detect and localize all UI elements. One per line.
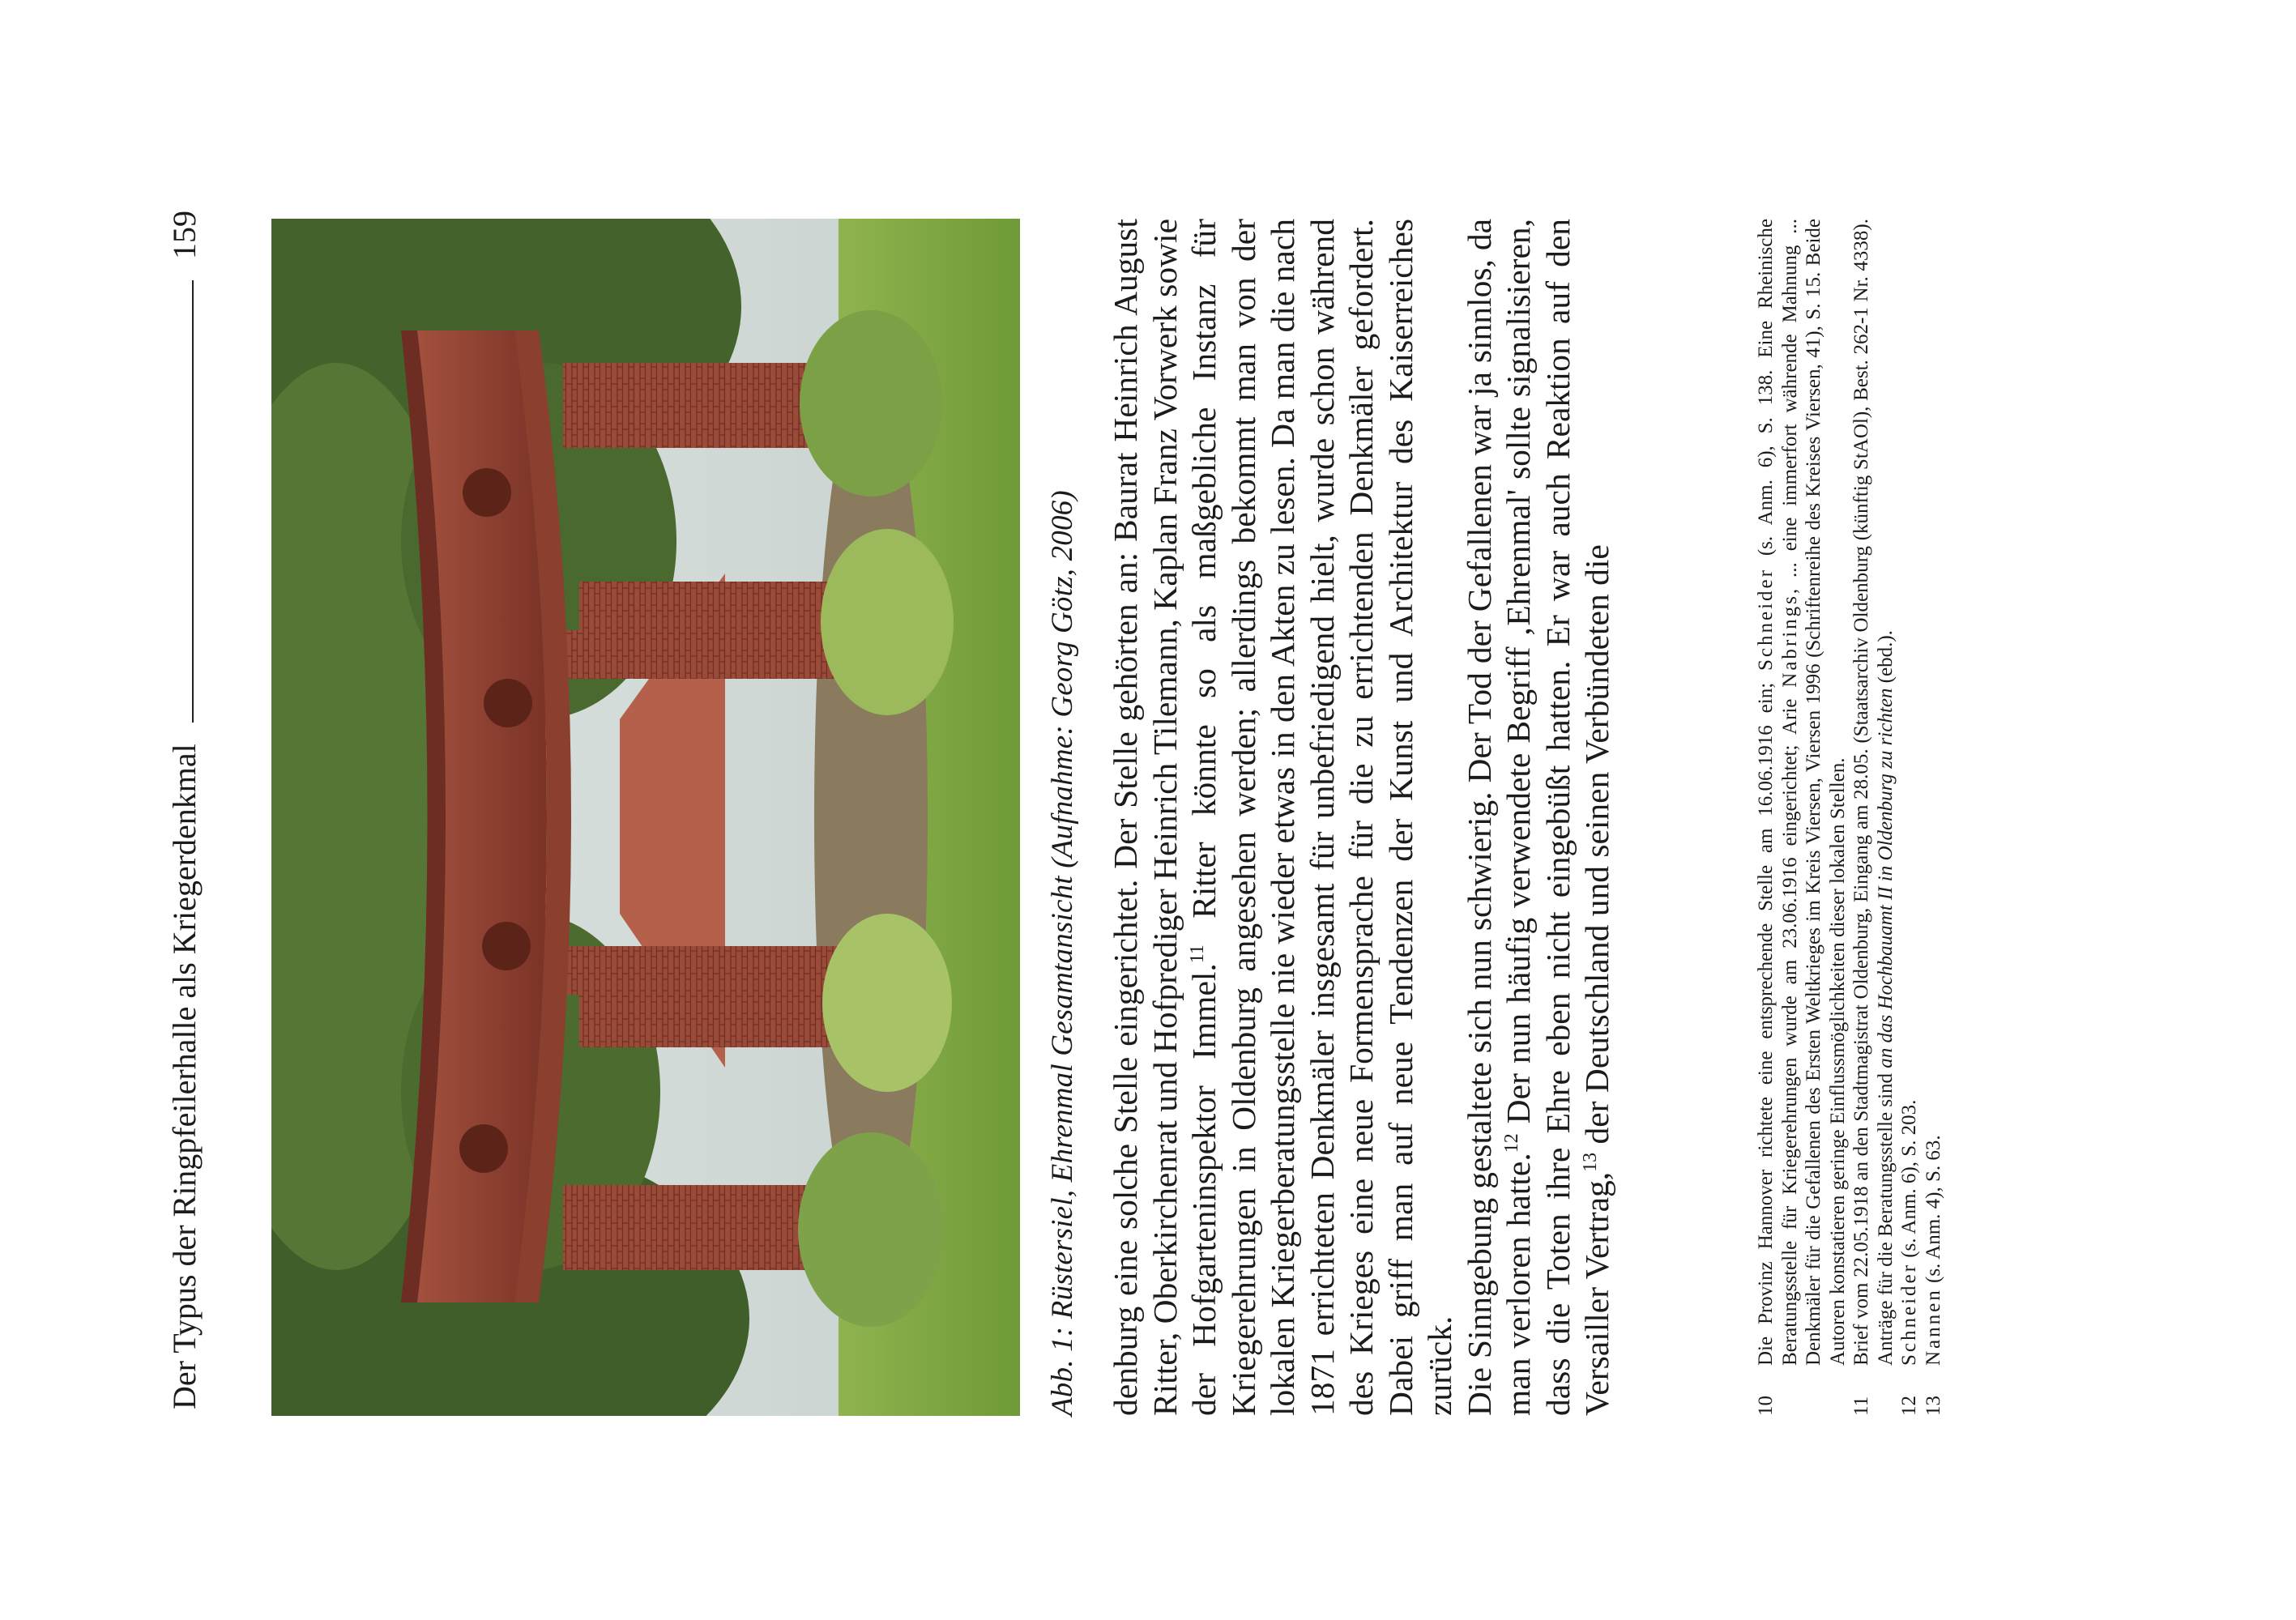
header-rule xyxy=(192,280,194,723)
footnotes xyxy=(1754,219,1945,1416)
paragraph-2-text-a: Die Sinngebung gestaltete sich nun schwierig. Der Tod der Gefallenen war ja sinnlos, da man verloren hatte. xyxy=(1460,219,1537,1416)
footnote-13-rest: (s. Anm. 4), S. 63. xyxy=(1922,1135,1944,1289)
footnote-ref-13: 13 xyxy=(1580,1152,1602,1172)
memorial-photo xyxy=(271,219,1020,1416)
footnote-12 xyxy=(1897,219,1922,1416)
footnote-number: 12 xyxy=(1898,1396,1920,1416)
footnote-text xyxy=(1897,219,1922,1366)
footnote-12-rest: (s. Anm. 6), S. 203. xyxy=(1898,1099,1920,1264)
footnote-10-text-b: (s. Anm. 6), S. 138. Eine Rheinische Beratungsstelle für Kriegerehrungen wurde am 23.06.1916 eingerichtet; Arie xyxy=(1755,219,1801,1366)
footnote-11 xyxy=(1850,219,1897,1416)
paragraph-1-text-b: Ritter könnte so als maßgebliche Instanz für Kriegerehrungen in Oldenburg angesehen werden; allerdings bekommt man von der lokalen Kriegerberatungsstelle nie wieder etwas in den Akten zu lesen. Da man die nach 1871 errichteten Denkmäler insgesamt für unbefriedigend hielt, wurde schon während des Krieges eine neue Formensprache für die zu errichtenden Denkmäler gefordert. Dabei griff man auf neue Tendenzen der Kunst und Architektur des Kaiserreiches zurück. xyxy=(1185,219,1458,1416)
rotated-page xyxy=(0,162,2296,1620)
memorial-photo-illustration xyxy=(271,219,1020,1416)
footnote-11-quote: an das Hochbauamt II in Oldenburg zu richten xyxy=(1874,688,1897,1068)
paragraph-2-text-c: der Deutschland und seinen Verbündeten die xyxy=(1578,544,1615,1153)
footnote-10 xyxy=(1754,219,1850,1416)
footnote-ref-12: 12 xyxy=(1501,1133,1523,1153)
figure-caption xyxy=(1045,219,1080,1416)
running-title: Der Typus der Ringpfeilerhalle als Kriegerdenkmal xyxy=(166,744,203,1409)
running-header xyxy=(166,211,203,1409)
paragraph-1-text-a: denburg eine solche Stelle eingerichtet. Der Stelle gehörten an: Baurat Heinrich August Ritter, Oberkirchenrat und Hofprediger Heinrich Tilemann, Kaplan Franz Vorwerk sowie der Hofgarteninspektor Immel. xyxy=(1107,219,1223,1416)
footnote-number: 13 xyxy=(1922,1396,1944,1416)
footnote-12-author: Schneider xyxy=(1898,1263,1920,1366)
footnote-ref-11: 11 xyxy=(1187,944,1209,964)
footnote-number: 10 xyxy=(1755,1396,1777,1416)
footnote-10-author-2: Nabrings xyxy=(1778,594,1801,688)
footnote-11-text-a: Brief vom 22.05.1918 an den Stadtmagistrat Oldenburg, Eingang am 28.05. (Staatsarchiv Oldenburg (künftig StAOl), Best. 262-1 Nr. 4338). Anträge für die Beratungsstelle sind xyxy=(1850,219,1897,1366)
footnote-10-author-1: Schneider xyxy=(1755,568,1777,671)
figure-caption-credit: (Aufnahme: Georg Götz, 2006) xyxy=(1046,490,1079,868)
body-text xyxy=(1106,219,1617,1416)
paragraph-2 xyxy=(1460,219,1617,1416)
paragraph-1 xyxy=(1106,219,1460,1416)
footnote-text xyxy=(1922,219,1946,1366)
footnote-text xyxy=(1754,219,1850,1366)
figure-caption-label: Abb. 1: Rüstersiel, Ehrenmal Gesamtansicht xyxy=(1046,876,1079,1416)
footnote-text xyxy=(1850,219,1897,1366)
footnote-number: 11 xyxy=(1850,1396,1872,1416)
footnote-11-text-c: (ebd.). xyxy=(1874,630,1897,688)
footnote-10-text-a: Die Provinz Hannover richtete eine entsprechende Stelle am 16.06.1916 ein; xyxy=(1755,671,1777,1366)
paragraph-2-text-b: Der nun häufig verwendete Begriff ‚Ehrenmal' sollte signalisieren, dass die Toten ihre Ehre eben nicht eingebüßt hatten. Er war auch Reaktion auf den Versailler Vertrag, xyxy=(1500,218,1615,1416)
footnote-10-text-c: , ... eine immerfort währende Mahnung ... Denkmäler für die Gefallenen des Ersten Weltkrieges im Kreis Viersen, Viersen 1996 (Schriftenreihe des Kreises Viersen, 41), S. 15. Beide Autoren konstatieren geringe Einflussmöglichkeiten dieser lokalen Stellen. xyxy=(1778,219,1849,1366)
footnote-13 xyxy=(1922,219,1946,1416)
footnote-13-author: Nannen xyxy=(1922,1288,1944,1366)
page-number: 159 xyxy=(166,211,203,259)
